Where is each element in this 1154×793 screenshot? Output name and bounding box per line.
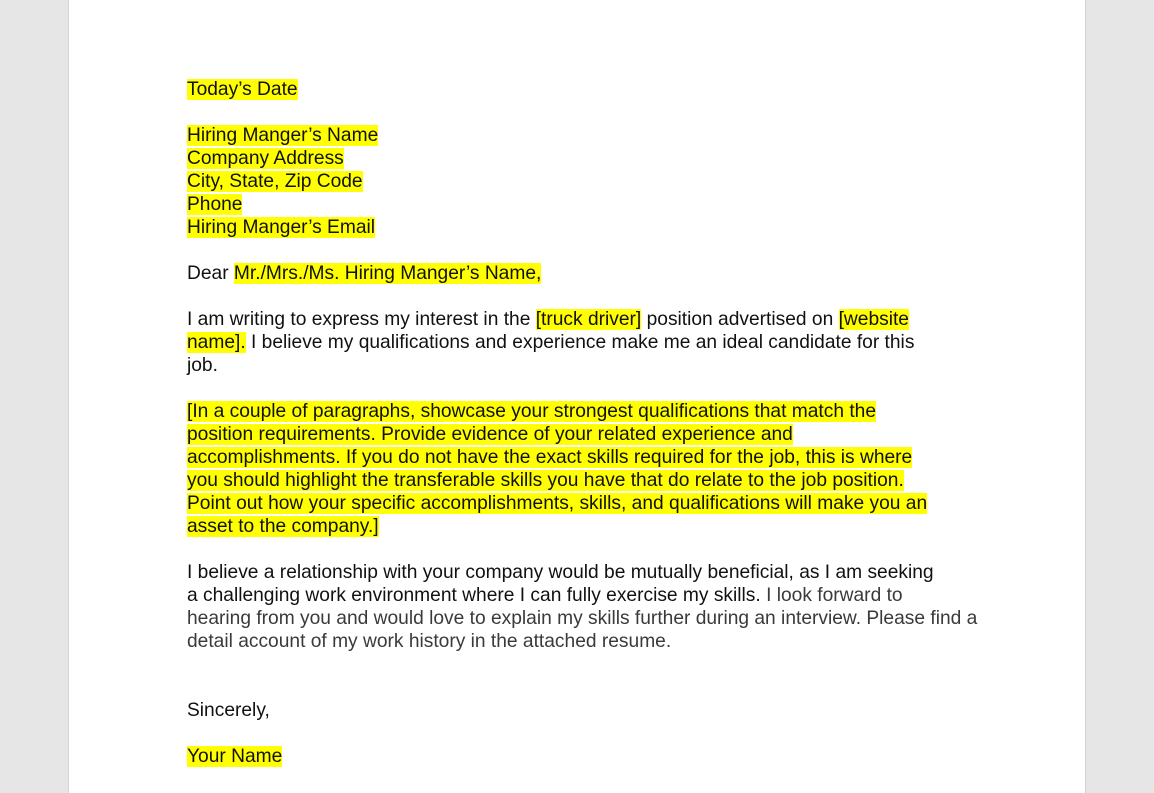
spacer <box>187 377 977 400</box>
closing-line-4 <box>187 630 977 653</box>
recipient-phone-line <box>187 193 977 216</box>
intro-text: job. <box>187 355 218 376</box>
sign-off: Sincerely, <box>187 700 270 721</box>
body-placeholder-text: Point out how your specific accomplishments, skills, and qualifications will make you an <box>187 493 928 514</box>
date-placeholder: Today’s Date <box>187 79 298 100</box>
body-placeholder-text: [In a couple of paragraphs, showcase your strongest qualifications that match the <box>187 401 877 422</box>
body-placeholder-line <box>187 469 977 492</box>
recipient-email-placeholder: Hiring Manger’s Email <box>187 217 376 238</box>
body-placeholder-line <box>187 515 977 538</box>
recipient-name-line <box>187 124 977 147</box>
signature-line <box>187 745 977 768</box>
intro-line-3 <box>187 354 977 377</box>
closing-text: I believe a relationship with your company would be mutually beneficial, as I am seeking <box>187 562 934 583</box>
job-title-placeholder: [truck driver] <box>535 309 642 330</box>
signature-placeholder: Your Name <box>187 746 283 767</box>
intro-line-1 <box>187 308 977 331</box>
body-placeholder-text: asset to the company.] <box>187 516 379 537</box>
body-placeholder-text: accomplishments. If you do not have the exact skills required for the job, this is where <box>187 447 913 468</box>
recipient-email-line <box>187 216 977 239</box>
website-placeholder: [website <box>838 309 909 330</box>
salutation-line <box>187 262 977 285</box>
spacer <box>187 722 977 745</box>
body-placeholder-line <box>187 492 977 515</box>
closing-line-3 <box>187 607 977 630</box>
recipient-phone-placeholder: Phone <box>187 194 243 215</box>
spacer <box>187 538 977 561</box>
intro-line-2 <box>187 331 977 354</box>
sign-off-line <box>187 699 977 722</box>
recipient-name-placeholder: Hiring Manger’s Name <box>187 125 379 146</box>
date-line <box>187 78 977 101</box>
spacer <box>187 101 977 124</box>
spacer <box>187 239 977 262</box>
salutation-name-placeholder: Mr./Mrs./Ms. Hiring Manger’s Name, <box>233 263 542 284</box>
recipient-city-line <box>187 170 977 193</box>
recipient-city-placeholder: City, State, Zip Code <box>187 171 363 192</box>
intro-text: I believe my qualifications and experience make me an ideal candidate for this <box>245 332 915 353</box>
closing-text: I look forward to <box>760 585 903 606</box>
salutation-prefix: Dear <box>187 263 234 284</box>
closing-line-2 <box>187 584 977 607</box>
spacer <box>187 285 977 308</box>
closing-text: hearing from you and would love to explain my skills further during an interview. Please find a <box>187 608 978 629</box>
website-placeholder: name]. <box>187 332 246 353</box>
recipient-address-placeholder: Company Address <box>187 148 344 169</box>
body-placeholder-line <box>187 423 977 446</box>
letter-body[interactable] <box>187 78 977 768</box>
intro-text: position advertised on <box>641 309 839 330</box>
spacer <box>187 653 977 699</box>
body-placeholder-text: you should highlight the transferable skills you have that do relate to the job position. <box>187 470 904 491</box>
closing-line-1 <box>187 561 977 584</box>
body-placeholder-text: position requirements. Provide evidence of your related experience and <box>187 424 793 445</box>
body-placeholder-line <box>187 446 977 469</box>
body-placeholder-line <box>187 400 977 423</box>
intro-text: I am writing to express my interest in the <box>187 309 536 330</box>
closing-text: a challenging work environment where I can fully exercise my skills. <box>187 585 761 606</box>
closing-text: detail account of my work history in the attached resume. <box>187 631 672 652</box>
recipient-address-line <box>187 147 977 170</box>
document-page <box>68 0 1086 793</box>
